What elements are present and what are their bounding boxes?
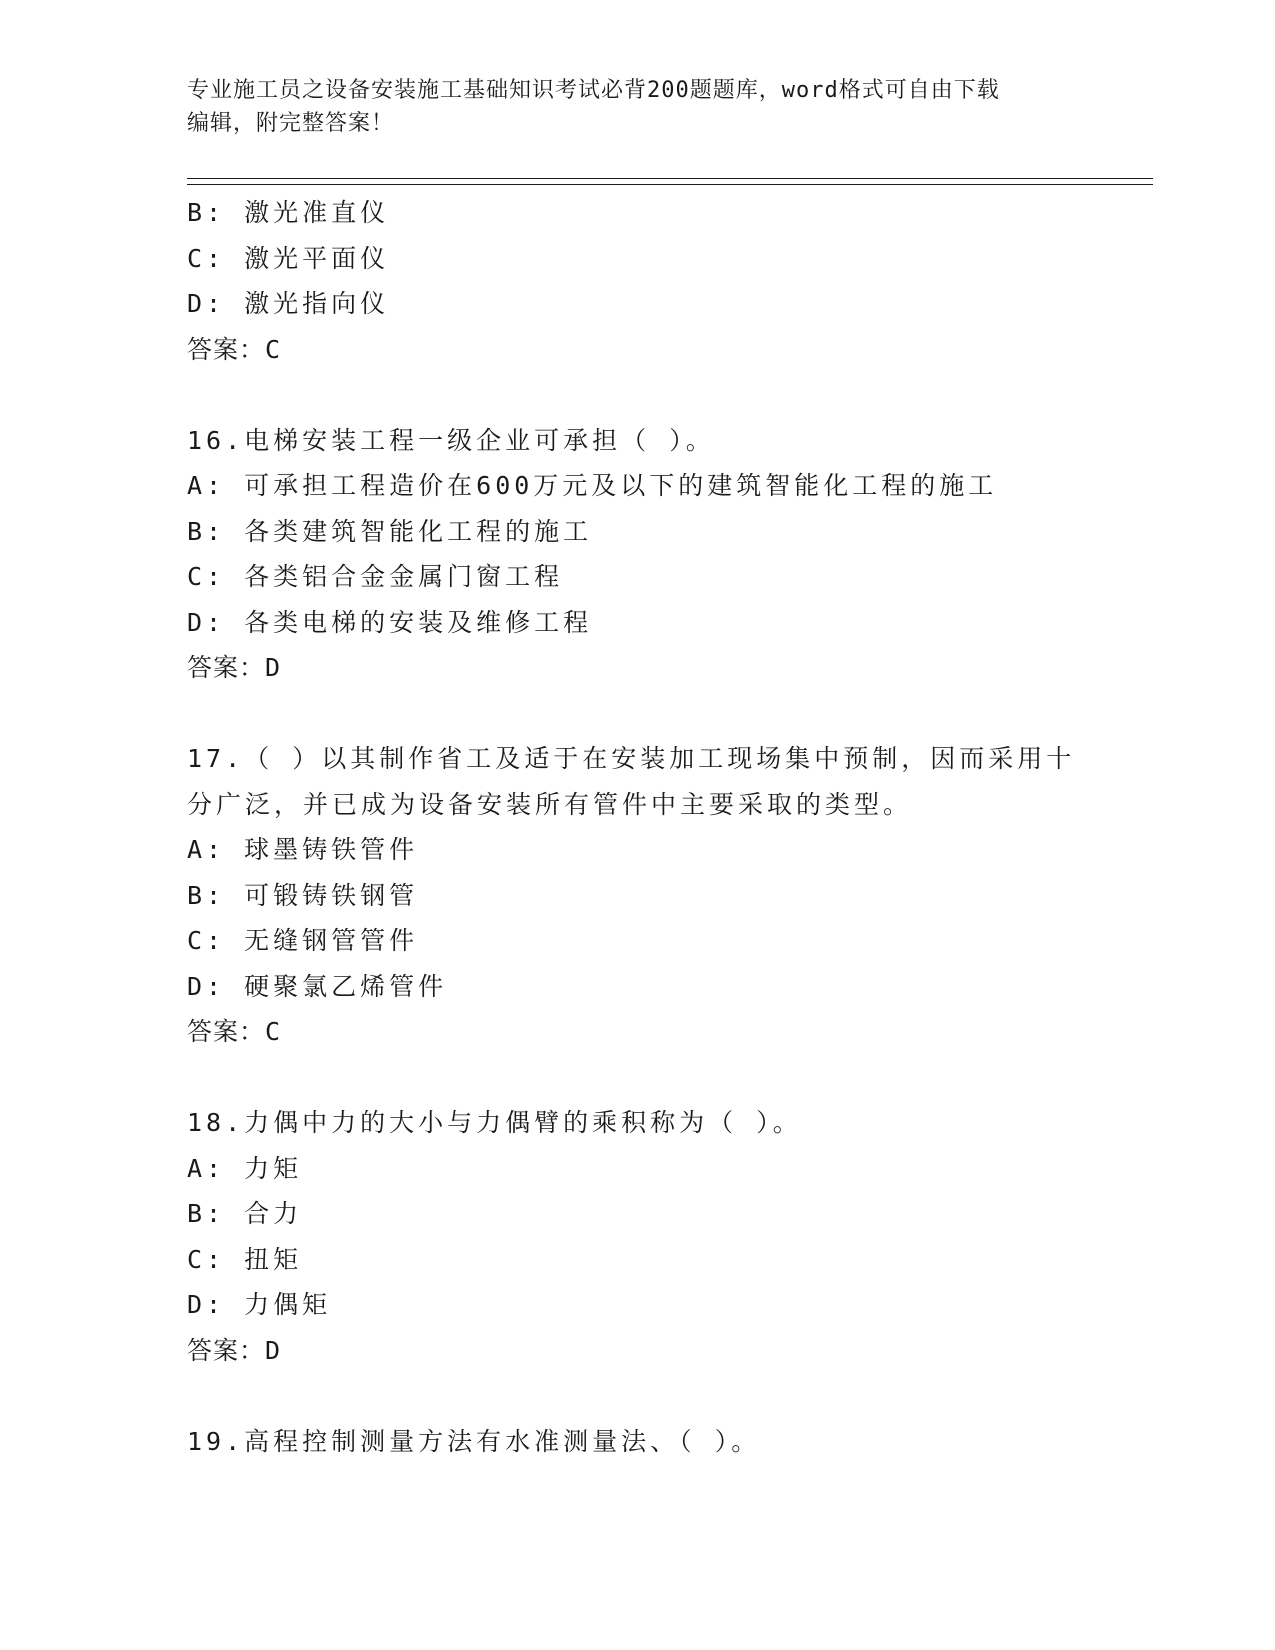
spacer [187,1373,1117,1419]
question-stem-line-2: 分广泛，并已成为设备安装所有管件中主要采取的类型。 [187,789,913,819]
answer-value: C [265,334,282,364]
option-d: D: 硬聚氯乙烯管件 [187,971,448,1001]
question-list [187,190,1117,1464]
answer-label: 答案： [187,653,266,682]
header-divider [187,178,1153,185]
option-b: B: 合力 [187,1199,303,1228]
option-d: D: 激光指向仪 [187,289,390,318]
question-17 [187,736,1117,1055]
option-d: D: 各类电梯的安装及维修工程 [187,607,593,637]
option-b: B: 各类建筑智能化工程的施工 [187,516,593,546]
document-header [187,74,1067,140]
option-b: B: 可锻铸铁钢管 [187,880,419,910]
question-19 [187,1419,1117,1465]
question-18 [187,1100,1117,1373]
answer [187,1328,1117,1374]
header-line-1: 专业施工员之设备安装施工基础知识考试必背200题题库，word格式可自由下载 [187,78,1000,103]
question-stem: 18.力偶中力的大小与力偶臂的乘积称为（ ）。 [187,1108,802,1137]
option-c: C: 扭矩 [187,1244,303,1274]
answer-value: C [265,1017,282,1046]
answer-label: 答案： [187,1017,266,1046]
spacer [187,1055,1117,1101]
option-a: A: 球墨铸铁管件 [187,835,419,864]
answer [187,645,1117,691]
spacer [187,372,1117,418]
answer [187,327,1117,373]
question-stem: 19.高程控制测量方法有水准测量法、（ ）。 [187,1426,761,1456]
question-16 [187,418,1117,691]
option-a: A: 力矩 [187,1153,303,1183]
option-c: C: 激光平面仪 [187,243,390,273]
question-15 [187,190,1117,372]
spacer [187,691,1117,737]
question-stem-line-1: 17.（ ）以其制作省工及适于在安装加工现场集中预制，因而采用十 [187,744,1076,773]
header-line-2: 编辑，附完整答案！ [187,111,395,136]
option-d: D: 力偶矩 [187,1290,332,1319]
option-b: B: 激光准直仪 [187,198,390,227]
option-c: C: 无缝钢管管件 [187,926,419,955]
answer [187,1009,1117,1055]
answer-value: D [265,653,282,682]
option-c: C: 各类铝合金金属门窗工程 [187,562,564,591]
question-stem: 16.电梯安装工程一级企业可承担（ ）。 [187,425,715,455]
answer-value: D [265,1335,282,1365]
answer-label: 答案： [187,334,266,364]
answer-label: 答案： [187,1335,266,1365]
option-a: A: 可承担工程造价在600万元及以下的建筑智能化工程的施工 [187,471,998,500]
